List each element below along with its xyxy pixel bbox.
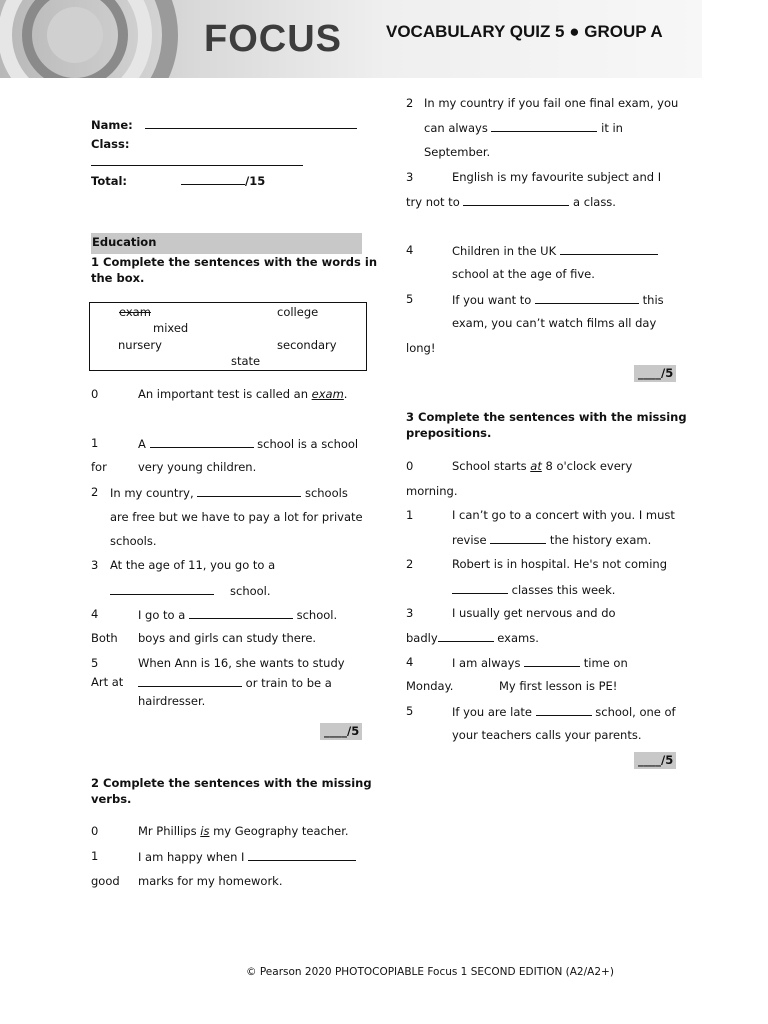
ex3-q5-line1: If you are late school, one of <box>452 705 676 719</box>
example-answer: at <box>530 459 542 473</box>
total-label: Total: <box>91 174 128 188</box>
ex1-q5-line2: or train to be a <box>138 675 332 690</box>
ex2-q4-number: 4 <box>406 243 414 257</box>
ex1-q2-line2: are free but we have to pay a lot for private <box>110 510 363 524</box>
ex3-q0-text: School starts at 8 o'clock every <box>452 459 633 473</box>
ex2-instruction-line1: 2 Complete the sentences with the missing <box>91 776 372 790</box>
ex1-q3-line2: school. <box>110 583 271 598</box>
ex1-q0-text: An important test is called an exam. <box>138 387 348 401</box>
ex2-q4-line1: Children in the UK <box>452 243 658 258</box>
quiz-title: VOCABULARY QUIZ 5 ● GROUP A <box>386 22 663 41</box>
ex1-q2-line3: schools. <box>110 534 157 548</box>
class-label: Class: <box>91 137 130 151</box>
ex3-q4-number: 4 <box>406 655 414 669</box>
ex3-instruction-line2: prepositions. <box>406 426 492 440</box>
ex1-q4-number: 4 <box>91 607 99 621</box>
ex2-q3-number: 3 <box>406 170 414 184</box>
ex2-q5-line2: exam, you can’t watch films all day <box>452 316 657 330</box>
ex2-q0-text: Mr Phillips is my Geography teacher. <box>138 824 349 838</box>
ex1-q5-line1: When Ann is 16, she wants to study <box>138 656 345 670</box>
ex3-q3-number: 3 <box>406 606 414 620</box>
ex3-q2-line1: Robert is in hospital. He's not coming <box>452 557 667 571</box>
ex1-instruction-line2: the box. <box>91 271 145 285</box>
ex3-q3-line2: badly exams. <box>406 631 539 645</box>
answer-blank[interactable] <box>452 582 508 594</box>
ex2-q1-line2: marks for my homework. <box>138 874 283 888</box>
ex2-score: ____/5 <box>634 365 676 382</box>
answer-blank[interactable] <box>524 655 580 667</box>
ex2-q3-line1: English is my favourite subject and I <box>452 170 662 184</box>
ex3-q0-number: 0 <box>406 459 414 473</box>
total-row <box>91 173 265 188</box>
answer-blank[interactable] <box>248 849 356 861</box>
example-answer: is <box>200 824 210 838</box>
answer-blank[interactable] <box>536 704 592 716</box>
word-box-item: mixed <box>153 321 189 335</box>
answer-blank[interactable] <box>150 436 254 448</box>
ex2-q3-line2: try not to a class. <box>406 195 616 209</box>
decorative-rings-graphic <box>0 0 180 78</box>
ex2-instruction-line2: verbs. <box>91 792 132 806</box>
ex2-q5-line3: long! <box>406 341 436 355</box>
ex3-q3-line1: I usually get nervous and do <box>452 606 616 620</box>
answer-blank[interactable] <box>138 675 242 687</box>
ex3-instruction-line1: 3 Complete the sentences with the missing <box>406 410 687 424</box>
ex3-q2-number: 2 <box>406 557 414 571</box>
ex1-q2-number: 2 <box>91 485 99 499</box>
ex3-q4-line1: I am always time on <box>452 656 628 670</box>
ex1-q4-line2: boys and girls can study there. <box>138 631 317 645</box>
answer-blank[interactable] <box>197 485 301 497</box>
ex3-q4-line2: My first lesson is PE! <box>499 679 618 693</box>
ex3-score: ____/5 <box>634 752 676 769</box>
answer-blank[interactable] <box>490 532 546 544</box>
example-answer: exam <box>311 387 344 401</box>
ex3-q4-monday: Monday. <box>406 679 454 693</box>
total-suffix: /15 <box>245 174 266 188</box>
word-box-item: secondary <box>277 338 337 352</box>
ex2-q1-number: 1 <box>91 849 99 863</box>
page-footer: © Pearson 2020 PHOTOCOPIABLE Focus 1 SECOND EDITION (A2/A2+) <box>246 966 614 978</box>
ex2-q4-line2: school at the age of five. <box>452 267 595 281</box>
ex1-score: ____/5 <box>320 723 362 740</box>
ex2-q1-good: good <box>91 874 120 888</box>
name-label: Name: <box>91 118 133 132</box>
focus-logo: FOCUS <box>204 18 342 60</box>
ex3-q1-number: 1 <box>406 508 414 522</box>
ex1-q5-line3: hairdresser. <box>138 694 206 708</box>
class-field[interactable] <box>91 154 303 166</box>
ex3-q5-line2: your teachers calls your parents. <box>452 728 642 742</box>
word-box-item: exam <box>119 305 151 319</box>
ex1-q3-line1: At the age of 11, you go to a <box>110 558 276 572</box>
ex3-q5-number: 5 <box>406 704 414 718</box>
ex3-q1-line2: revise the history exam. <box>452 533 652 547</box>
answer-blank[interactable] <box>491 120 597 132</box>
answer-blank[interactable] <box>560 243 658 255</box>
ex1-q2-text: In my country, schools <box>110 486 348 500</box>
answer-blank[interactable] <box>110 583 214 595</box>
answer-blank[interactable] <box>438 630 494 642</box>
ex2-q5-number: 5 <box>406 292 414 306</box>
ex1-q5-number: 5 <box>91 656 99 670</box>
name-field[interactable] <box>145 117 357 129</box>
ex1-instruction-line1: 1 Complete the sentences with the words in <box>91 255 378 269</box>
ex1-q4-text: I go to a school. <box>138 608 338 622</box>
ex3-q0-line2: morning. <box>406 484 458 498</box>
word-box-item: nursery <box>118 338 162 352</box>
ex1-q1-number: 1 <box>91 436 99 450</box>
ex2-q0-number: 0 <box>91 824 99 838</box>
page-header <box>0 0 702 78</box>
answer-blank[interactable] <box>463 194 569 206</box>
total-field[interactable] <box>181 173 245 185</box>
ex1-q1-text: A school is a school <box>138 437 359 451</box>
ex2-q5-line1: If you want to this <box>452 293 664 307</box>
word-box-item: college <box>277 305 319 319</box>
ex1-q5-art-at: Art at <box>91 675 124 689</box>
ex1-q4-both: Both <box>91 631 118 645</box>
word-box-item: state <box>231 354 261 368</box>
ex2-q2-line2: can always it in <box>424 121 623 135</box>
ex1-q0-number: 0 <box>91 387 99 401</box>
ex1-q1-line2: very young children. <box>138 460 257 474</box>
ex3-q2-line2: classes this week. <box>452 582 615 597</box>
ex2-q2-line1: In my country if you fail one final exam, you <box>424 96 679 110</box>
ex1-q3-number: 3 <box>91 558 99 572</box>
section-title: Education <box>92 235 157 249</box>
ex3-q1-line1: I can’t go to a concert with you. I must <box>452 508 675 522</box>
name-row <box>91 117 357 132</box>
answer-blank[interactable] <box>535 292 639 304</box>
ex2-q1-line1: I am happy when I <box>138 849 356 864</box>
ex1-q1-for: for <box>91 460 107 474</box>
ex2-q2-line3: September. <box>424 145 491 159</box>
ex2-q2-number: 2 <box>406 96 414 110</box>
class-field-row <box>91 154 303 169</box>
answer-blank[interactable] <box>189 607 293 619</box>
